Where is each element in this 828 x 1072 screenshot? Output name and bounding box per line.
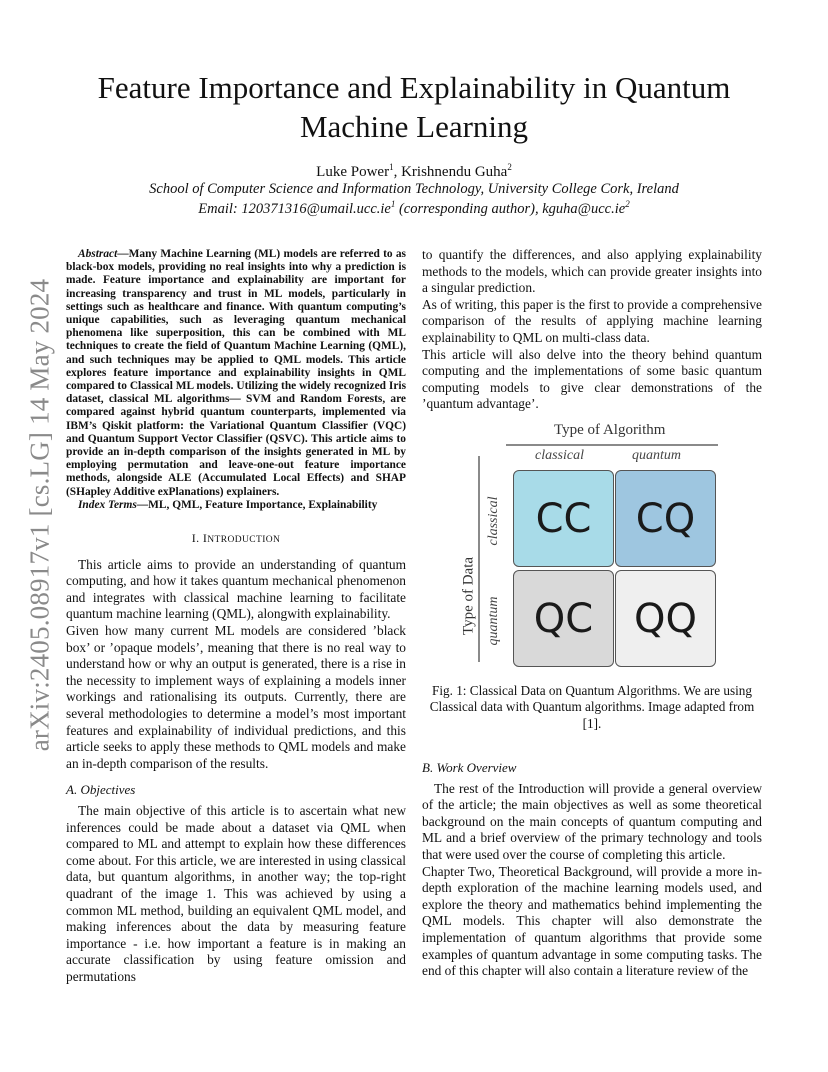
email-sup-2: 2 xyxy=(625,199,630,209)
figure-caption: Fig. 1: Classical Data on Quantum Algorithms. We are using Classical data with Quantum algorithms. Image adapted from [1]. xyxy=(429,683,755,731)
email-prefix: Email: 120371316@umail.ucc.ie xyxy=(198,200,391,217)
authors: Luke Power$^1$, Krishnendu Guha$^2$ xyxy=(316,162,512,180)
arxiv-stamp-text: arXiv:2405.08917v1 [cs.LG] 14 May 2024 xyxy=(24,278,55,752)
subsection-heading-objectives: A. Objectives xyxy=(66,782,136,798)
figure-1 xyxy=(456,416,742,670)
intro-paragraph-1: This article aims to provide an understanding of quantum computing, and how it takes quantum mechanical phenomenon and integrates with classical machine learning to facilitate quantum machine learning (QML), alongwith explainability. xyxy=(66,556,406,622)
section-heading-introduction xyxy=(66,530,406,549)
email-line xyxy=(60,199,768,218)
right-paragraph-3: This article will also delve into the theory behind quantum computing and the implementations of some basic quantum computing models to give clear demonstrations of the ’quantum advantage’. xyxy=(422,346,762,412)
right-paragraph-2: As of writing, this paper is the first to provide a comprehensive comparison of the results of applying machine learning explainability to QML on multi-class data. xyxy=(422,296,762,345)
author-1-sup: 1 xyxy=(389,162,394,172)
figure-col-quantum: quantum xyxy=(632,448,681,463)
arxiv-stamp xyxy=(22,0,58,1072)
figure-row-classical-text: classical xyxy=(486,496,501,546)
index-terms-label: Index Terms xyxy=(78,498,137,511)
section-numeral: I. xyxy=(191,531,203,546)
quadrant-cq: CQ xyxy=(615,470,716,567)
quadrant-qc: QC xyxy=(513,570,614,667)
intro-paragraph-2: Given how many current ML models are considered ’black box’ or ’opaque models’, meaning that there is no real way to understand how or why an output is generated, there is a rise in the necessity to implement ways of explaining a models inner workings and rationalising its outputs. Currently, there are several methodologies to determine a model’s most important features and explainability of individual predictions, and this article seeks to apply these methods to QML models and make an in-depth comparison of the results. xyxy=(66,623,406,771)
figure-top-label: Type of Algorithm xyxy=(554,422,666,438)
author-2-sup: 2 xyxy=(507,162,512,172)
email-sup-1: 1 xyxy=(390,199,396,209)
figure-left-label-text: Type of Data xyxy=(460,556,477,636)
index-terms-text: —ML, QML, Feature Importance, Explainability xyxy=(136,498,378,511)
figure-col-classical: classical xyxy=(535,448,584,463)
overview-paragraph-1: The rest of the Introduction will provide a general overview of the article; the main objectives as well as some theoretical background on the main concepts of quantum computing and ML and a brief overview of the primary technology and tools that were used over the course of completing this article. xyxy=(422,780,762,862)
affiliation: School of Computer Science and Information Technology, University College Cork, Ireland xyxy=(149,181,679,197)
title-line-1: Feature Importance and Explainability in Quantum xyxy=(97,70,731,105)
title-line-2: Machine Learning xyxy=(299,109,529,144)
subsection-heading-work-overview: B. Work Overview xyxy=(422,760,517,775)
objectives-paragraph: The main objective of this article is to ascertain what new inferences could be made about a dataset via QML when compared to ML and attempt to explain how these differences come about. For this article, we are interested in using classical data, but quantum algorithms, in another way; the top-right quadrant of the image 1. This was achieved by using a common ML method, building an equivalent QML model, and making inferences about the data by measuring feature importance - i.e. how important a feature is in making an accurate classification by using feature omission and permutations xyxy=(66,802,406,984)
author-1: Luke Power xyxy=(316,164,390,180)
abstract xyxy=(66,248,406,499)
right-column-top xyxy=(422,247,762,413)
figure-row-quantum-text: quantum xyxy=(486,596,501,646)
section-first-letter: I xyxy=(202,531,208,546)
paper-title xyxy=(60,68,768,146)
right-paragraph-1: to quantify the differences, and also applying explainability methods to the models, which can provide greater insights into a singular prediction. xyxy=(422,247,762,296)
figure-left-divider xyxy=(478,456,480,662)
figure-top-divider xyxy=(506,444,718,446)
right-column-bottom xyxy=(422,760,762,980)
quadrant-cc: CC xyxy=(513,470,614,567)
abstract-text: —Many Machine Learning (ML) models are referred to as black-box models, providing no real insights into why a prediction is made. Feature importance and explainability are important for increasing transparency and trust in ML models, particularly in settings such as healthcare and finance. With quantum computing’s unique capabilities, such as leveraging quantum mechanical phenomena like superposition, this can be combined with ML techniques to create the field of Quantum Machine Learning (QML), and such techniques may be applied to QML models. This article explores feature importance and explainability insights in QML compared to Classical ML models. Utilizing the widely recognized Iris dataset, classical ML algorithms— SVM and Random Forests, are compared against hybrid quantum counterparts, implemented via IBM’s Qiskit platform: the Variational Quantum Classifier (VQC) and Quantum Support Vector Classifier (QSVC). This article aims to provide an in-depth comparison of the insights generated in ML by employing permutation and leave-one-out feature importance methods, alongside ALE (Accumulated Local Effects) and SHAP (SHapley Additive exPlanations) explainers. xyxy=(66,248,406,498)
overview-paragraph-2: Chapter Two, Theoretical Background, will provide a more in-depth exploration of the machine learning models used, and explore the theory and mathematics behind implementing the QML models. This chapter will also demonstrate the implementation of quantum algorithms that provide some examples of quantum advantage in some computing tasks. The end of this chapter will also contain a literature review of the xyxy=(422,863,762,979)
abstract-label: Abstract xyxy=(78,248,118,260)
section-rest: NTRODUCTION xyxy=(207,535,281,546)
left-column xyxy=(66,248,406,986)
index-terms xyxy=(66,499,406,512)
author-2: Krishnendu Guha xyxy=(401,164,508,180)
quadrant-qq: QQ xyxy=(615,570,716,667)
email-middle: (corresponding author), kguha@ucc.ie xyxy=(395,200,626,217)
